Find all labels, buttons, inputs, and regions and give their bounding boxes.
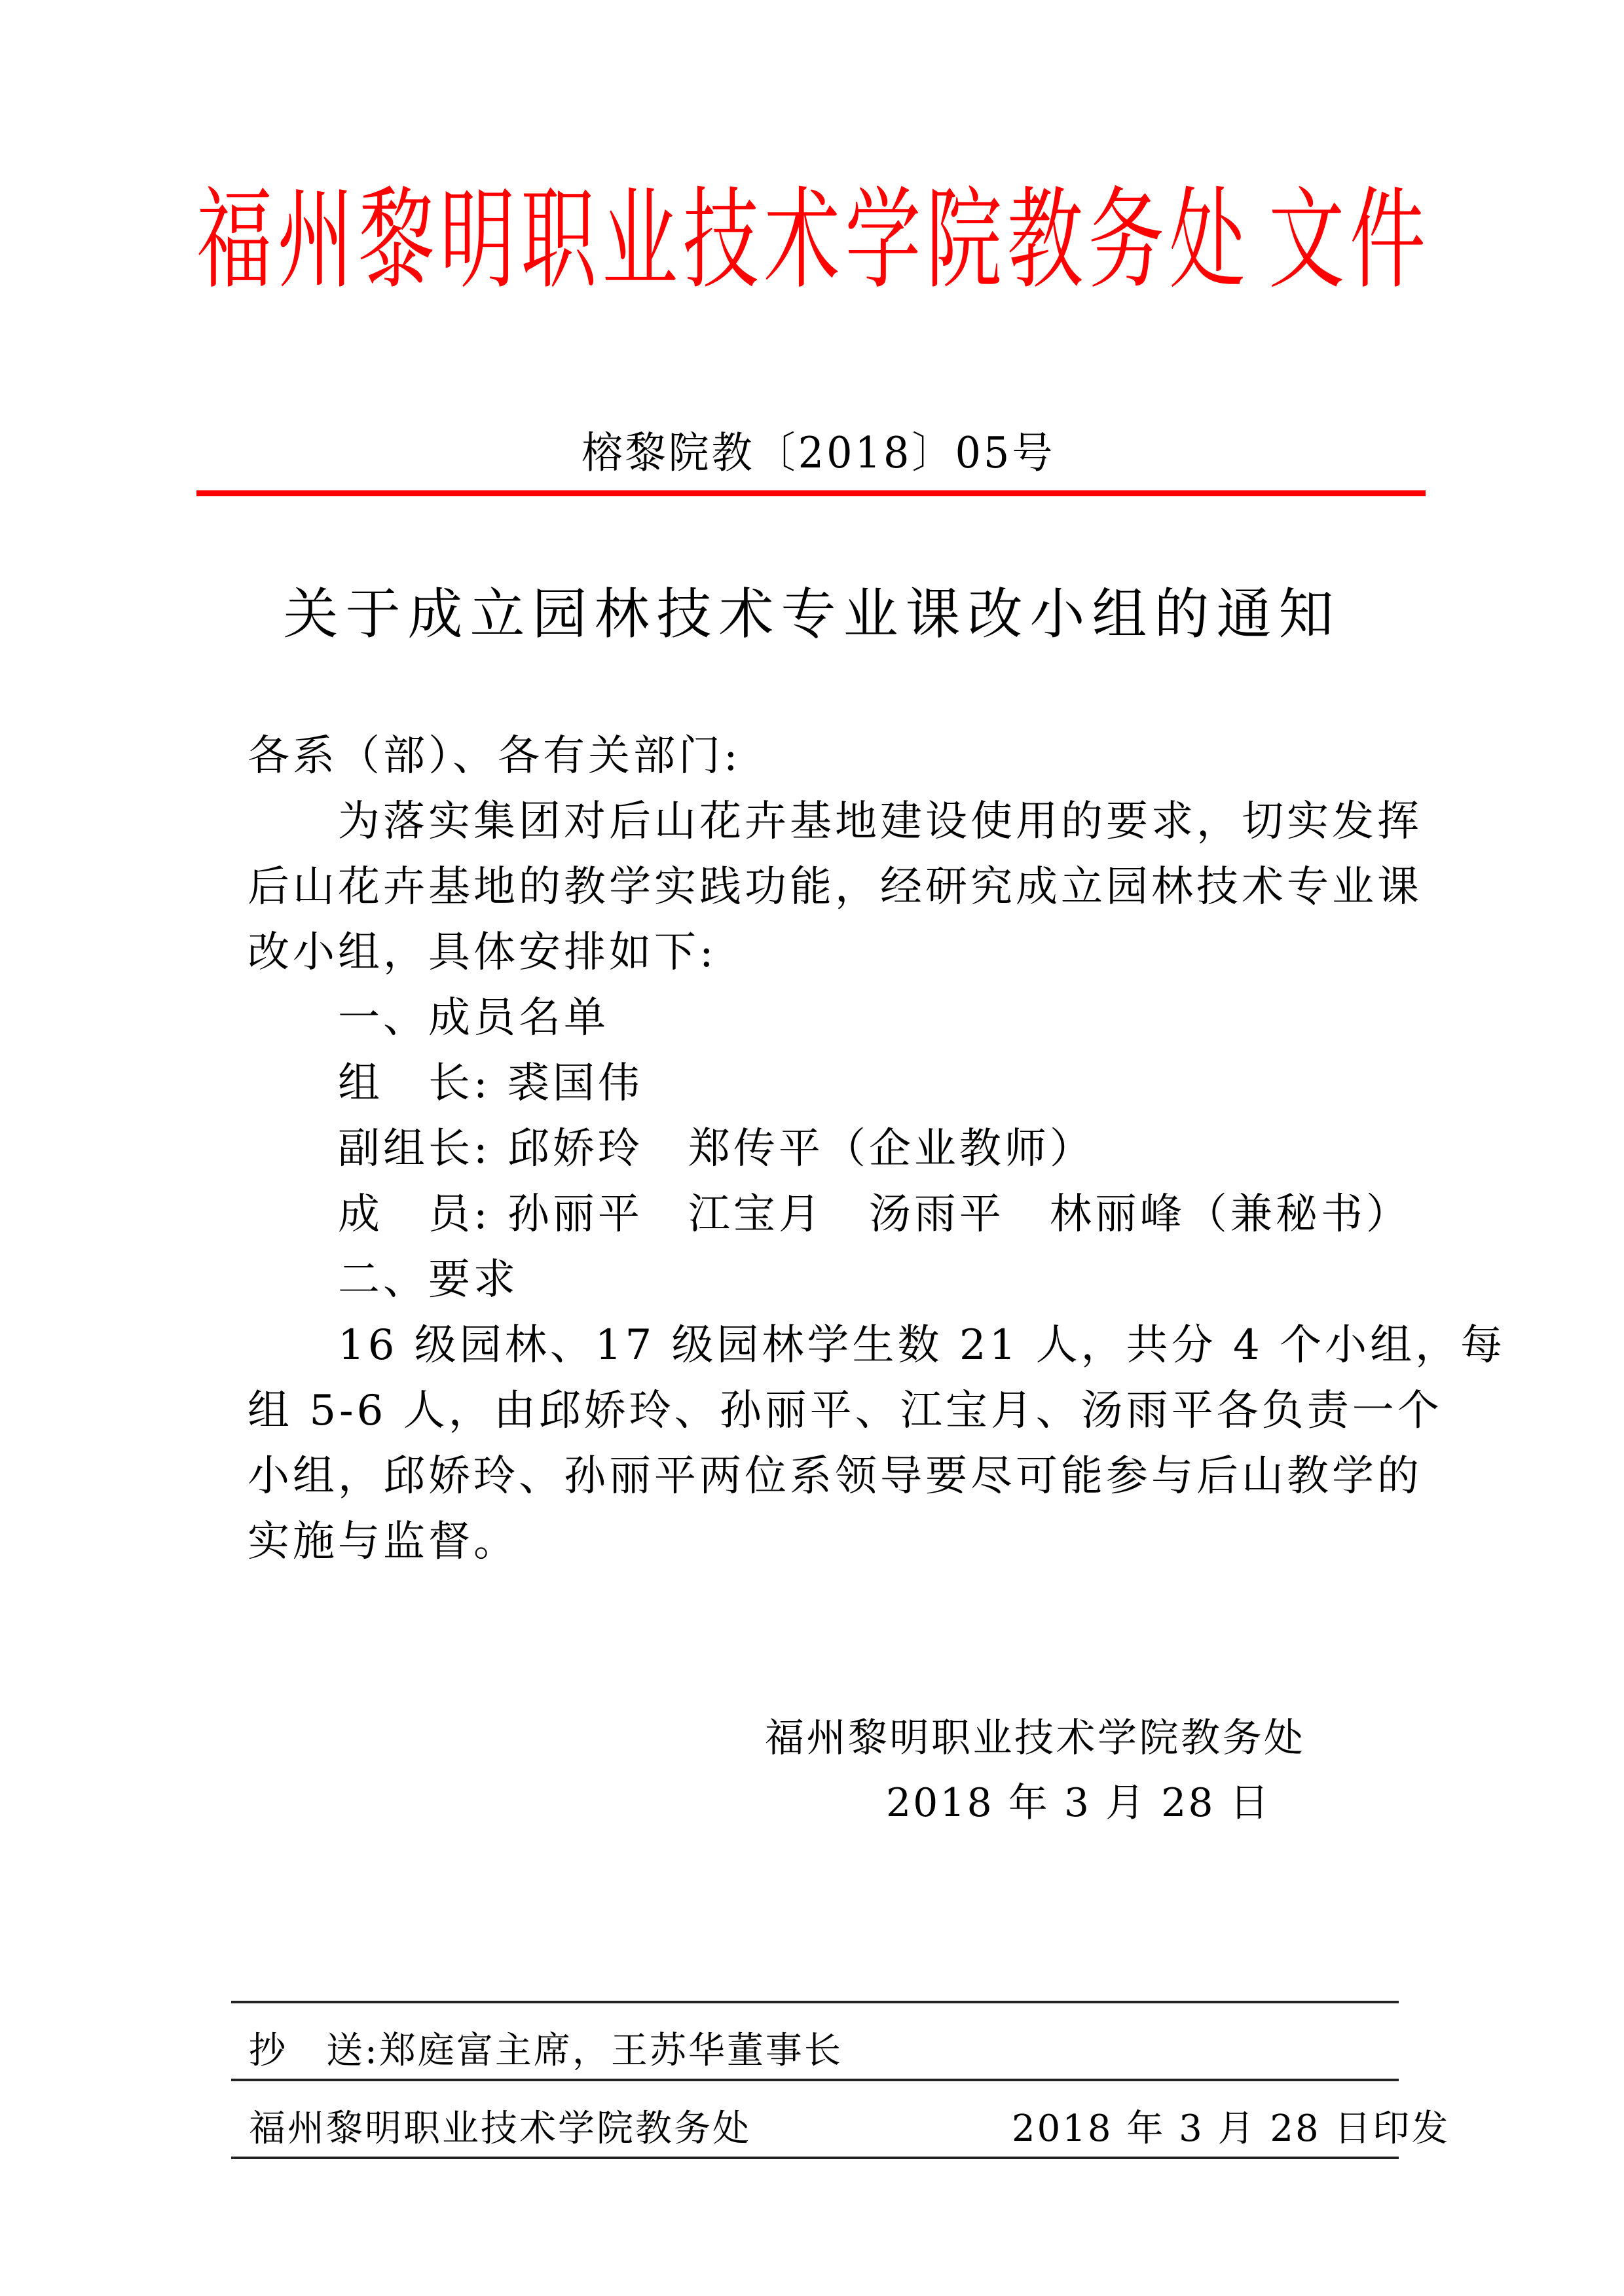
signature-issuer: 福州黎明职业技术学院教务处	[765, 1715, 1306, 1761]
paragraph-line: 小组，邱娇玲、孙丽平两位系领导要尽可能参与后山教学的	[248, 1452, 1422, 1501]
footer-rule-middle	[231, 2079, 1399, 2081]
notice-body	[248, 723, 1506, 1575]
member-deputy: 副组长: 邱娇玲 郑传平（企业教师）	[338, 1125, 1095, 1173]
masthead-char: 业	[601, 176, 678, 305]
footer-print-date: 2018 年 3 月 28 日印发	[1012, 2107, 1450, 2150]
paragraph-line: 改小组，具体安排如下:	[248, 928, 717, 977]
section-heading-members: 一、成员名单	[338, 994, 609, 1042]
footer-issuer: 福州黎明职业技术学院教务处	[249, 2107, 751, 2150]
masthead-char: 件	[1349, 176, 1426, 305]
footer-rule-bottom	[231, 2157, 1399, 2159]
paragraph-line: 后山花卉基地的教学实践功能，经研究成立园林技术专业课	[248, 863, 1422, 911]
paragraph-line: 为落实集团对后山花卉基地建设使用的要求，切实发挥	[338, 797, 1422, 846]
document-masthead-title	[196, 175, 1426, 306]
masthead-char: 教	[1006, 176, 1083, 305]
notice-title: 关于成立园林技术专业课改小组的通知	[283, 582, 1341, 646]
masthead-char: 技	[682, 176, 759, 305]
footer-cc	[249, 2025, 843, 2077]
masthead-char: 院	[926, 176, 1003, 305]
masthead-char: 福	[196, 176, 272, 305]
signature-date: 2018 年 3 月 28 日	[886, 1780, 1271, 1826]
red-header-rule	[196, 490, 1426, 496]
masthead-char: 务	[1088, 176, 1164, 305]
masthead-char: 学	[845, 176, 921, 305]
masthead-char: 黎	[358, 176, 435, 305]
masthead-char: 处	[1169, 176, 1246, 305]
masthead-char: 职	[521, 176, 597, 305]
member-list: 成 员: 孙丽平 江宝月 汤雨平 林丽峰（兼秘书）	[338, 1190, 1411, 1239]
masthead-char: 文	[1268, 176, 1345, 305]
footer-cc-recipients: 郑庭富主席，王苏华董事长	[378, 2030, 843, 2072]
masthead-char: 术	[764, 176, 840, 305]
paragraph-line: 实施与监督。	[248, 1518, 519, 1566]
member-leader: 组 长: 裘国伟	[338, 1059, 643, 1108]
salutation: 各系（部）、各有关部门:	[248, 732, 741, 780]
section-heading-requirements: 二、要求	[338, 1256, 519, 1304]
document-number-text: 榕黎院教〔2018〕05号	[581, 428, 1056, 478]
masthead-char: 州	[277, 176, 354, 305]
masthead-char: 明	[439, 176, 516, 305]
document-number	[0, 426, 1624, 481]
paragraph-line: 组 5-6 人，由邱娇玲、孙丽平、江宝月、汤雨平各负责一个	[248, 1387, 1443, 1435]
footer-cc-label: 抄 送:	[249, 2030, 379, 2072]
footer-rule-top	[231, 2001, 1399, 2003]
paragraph-line: 16 级园林、17 级园林学生数 21 人，共分 4 个小组，每	[338, 1321, 1506, 1370]
